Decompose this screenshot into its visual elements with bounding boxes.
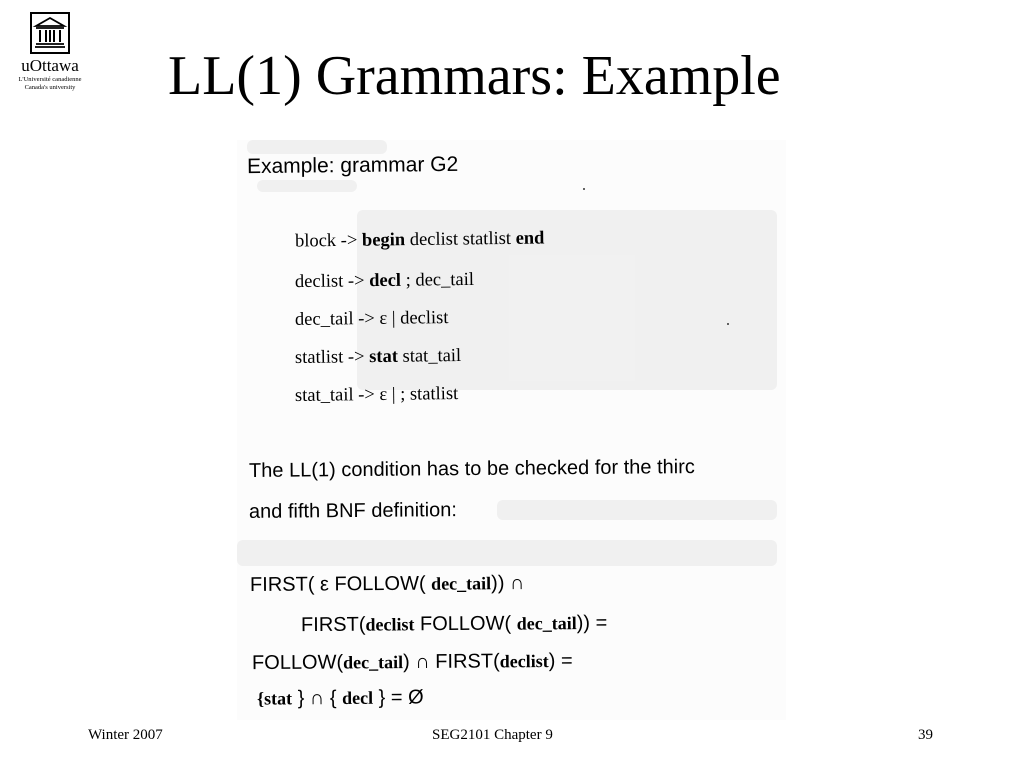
math-line xyxy=(301,612,607,637)
rule-terminal: stat xyxy=(369,346,399,368)
rule-arrow: -> xyxy=(340,230,358,251)
rule-arrow: -> xyxy=(347,271,365,292)
grammar-rule xyxy=(295,346,461,369)
math-line xyxy=(252,650,573,675)
math-text: } = Ø xyxy=(378,686,424,709)
math-symbol: dec_tail xyxy=(431,573,492,594)
grammar-rule xyxy=(295,228,545,252)
footer-course: SEG2101 Chapter 9 xyxy=(432,727,553,743)
rule-arrow: -> xyxy=(358,385,375,406)
example-heading: Example: grammar G2 xyxy=(246,152,459,179)
paragraph-line: The LL(1) condition has to be checked for the thirc xyxy=(248,456,695,482)
math-symbol: dec_tail xyxy=(343,652,404,673)
math-symbol: declist xyxy=(365,614,415,635)
math-symbol: decl xyxy=(342,687,374,708)
math-text: )) ∩ xyxy=(491,572,525,595)
math-text: )) = xyxy=(576,611,608,635)
math-symbol: declist xyxy=(499,651,549,672)
rule-terminal: begin xyxy=(361,230,406,251)
grammar-rule xyxy=(295,384,458,407)
footer-page-number: 39 xyxy=(918,727,933,743)
building-icon xyxy=(30,12,70,54)
grammar-rule xyxy=(295,308,449,331)
math-text: } ∩ { xyxy=(297,687,337,710)
logo-subtitle-fr: L'Université canadienne xyxy=(18,76,82,83)
rule-rhs: ; dec_tail xyxy=(405,269,475,291)
rule-arrow: -> xyxy=(358,308,375,330)
math-line xyxy=(257,686,424,710)
math-text: ) ∩ FIRST( xyxy=(403,650,500,674)
rule-terminal: end xyxy=(515,228,545,249)
rule-lhs: declist xyxy=(294,271,344,293)
rule-rhs: stat_tail xyxy=(402,345,462,367)
footer-date: Winter 2007 xyxy=(88,727,163,743)
math-symbol: dec_tail xyxy=(516,613,577,634)
math-text: ) = xyxy=(548,649,573,673)
math-line xyxy=(250,572,525,597)
math-text: FOLLOW( xyxy=(419,612,512,636)
slide-title: LL(1) Grammars: Example xyxy=(168,45,781,107)
rule-rhs: ε | ; statlist xyxy=(379,384,459,405)
rule-terminal: decl xyxy=(369,270,402,292)
rule-lhs: stat_tail xyxy=(294,385,354,406)
math-text: FOLLOW( xyxy=(251,651,344,675)
logo-subtitle-en: Canada's university xyxy=(24,84,76,91)
scanned-page xyxy=(237,140,786,720)
logo-name: uOttawa xyxy=(21,56,79,75)
paragraph-line: and fifth BNF definition: xyxy=(248,499,457,523)
rule-arrow: -> xyxy=(347,347,365,368)
math-text: FIRST( ε FOLLOW( xyxy=(249,572,426,596)
grammar-rule xyxy=(295,270,474,293)
rule-rhs: declist statlist xyxy=(409,228,512,251)
rule-lhs: block xyxy=(294,231,337,252)
university-logo xyxy=(8,12,92,92)
math-text: FIRST( xyxy=(300,613,366,637)
math-text: { xyxy=(256,688,265,709)
math-symbol: stat xyxy=(264,688,293,709)
rule-lhs: statlist xyxy=(294,347,344,369)
rule-rhs: ε | declist xyxy=(379,308,449,329)
rule-lhs: dec_tail xyxy=(294,309,354,330)
